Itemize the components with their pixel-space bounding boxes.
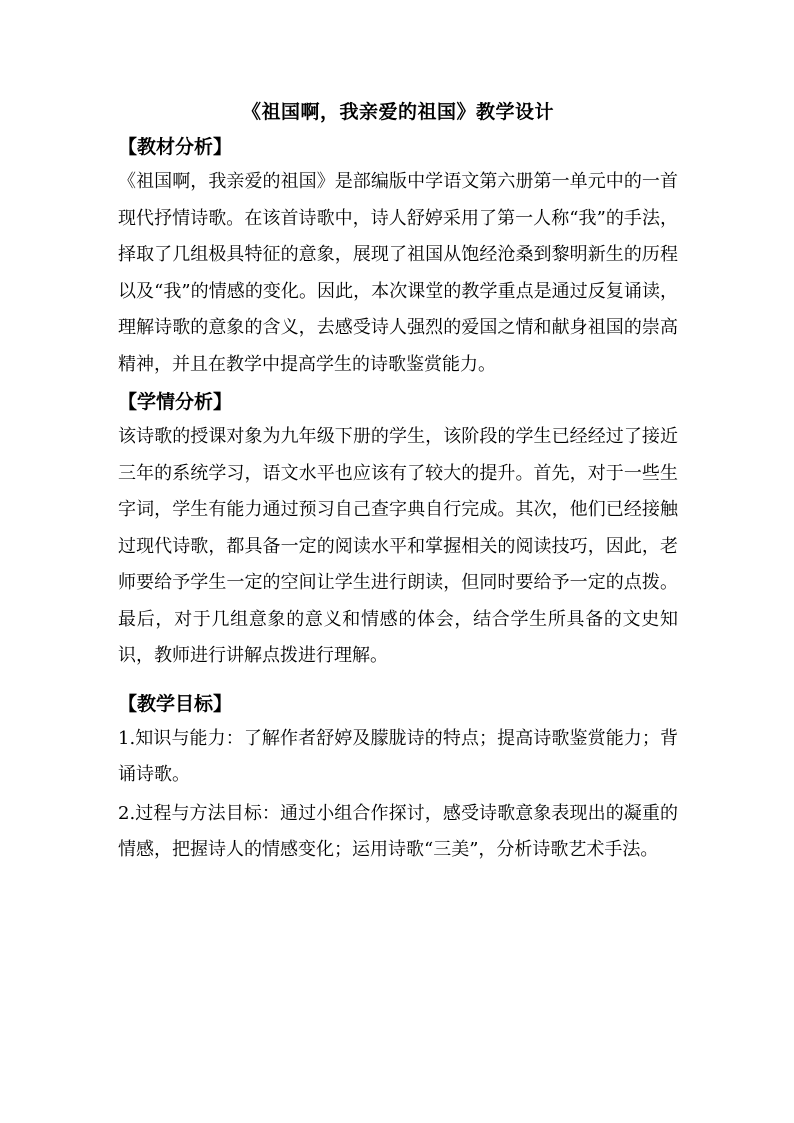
section-textbook-analysis xyxy=(118,132,678,383)
paragraph-textbook-analysis: 《祖国啊，我亲爱的祖国》是部编版中学语文第六册第一单元中的一首现代抒情诗歌。在该首诗歌中，诗人舒婷采用了第一人称“我”的手法，择取了几组极具特征的意象，展现了祖国从饱经沧桑到黎明新生的历程以及“我”的情感的变化。因此，本次课堂的教学重点是通过反复诵读，理解诗歌的意象的含义，去感受诗人强烈的爱国之情和献身祖国的崇高精神，并且在教学中提高学生的诗歌鉴赏能力。 xyxy=(118,171,678,375)
document-title: 《祖国啊，我亲爱的祖国》教学设计 xyxy=(241,101,554,123)
section-student-analysis xyxy=(118,387,678,675)
section-heading-teaching-goals: 【教学目标】 xyxy=(118,692,233,715)
paragraph-student-analysis: 该诗歌的授课对象为九年级下册的学生，该阶段的学生已经经过了接近三年的系统学习，语文水平也应该有了较大的提升。首先，对于一些生字词，学生有能力通过预习自己查字典自行完成。其次，他们已经接触过现代诗歌，都具备一定的阅读水平和掌握相关的阅读技巧，因此，老师要给予学生一定的空间让学生进行朗读，但同时要给予一定的点拨。最后，对于几组意象的意义和情感的体会，结合学生所具备的文史知识，教师进行讲解点拨进行理解。 xyxy=(118,426,678,666)
section-heading-textbook-analysis: 【教材分析】 xyxy=(118,136,233,158)
goal-item-1: 1.知识与能力：了解作者舒婷及朦胧诗的特点；提高诗歌鉴赏能力；背诵诗歌。 xyxy=(118,727,678,785)
section-teaching-goals xyxy=(118,689,678,869)
section-heading-student-analysis: 【学情分析】 xyxy=(118,391,233,413)
goal-item-2: 2.过程与方法目标：通过小组合作探讨，感受诗歌意象表现出的凝重的情感，把握诗人的情感变化；运用诗歌“三美”，分析诗歌艺术手法。 xyxy=(118,802,678,860)
document-page xyxy=(118,98,678,869)
